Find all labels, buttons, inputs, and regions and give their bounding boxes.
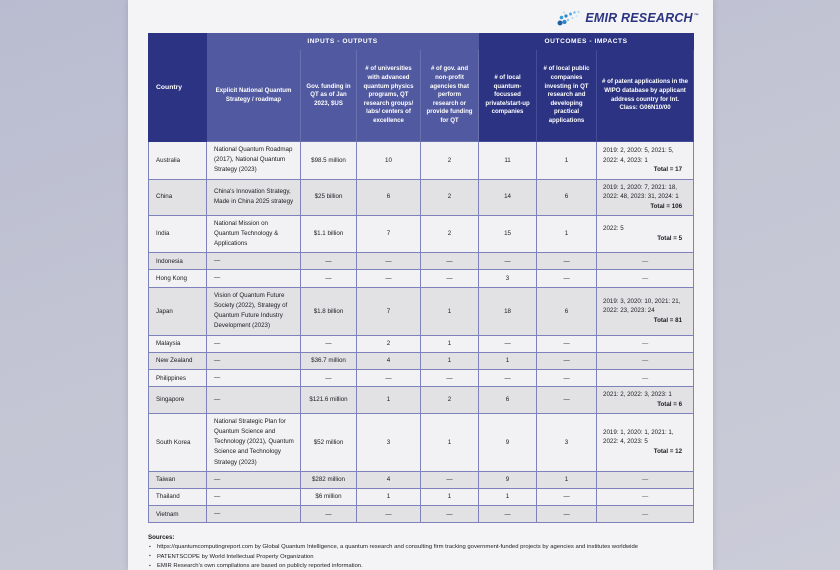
cell-strategy: — xyxy=(207,488,301,505)
cell-strategy: National Mission on Quantum Technology & Applications xyxy=(207,215,301,253)
cell-patents: — xyxy=(597,488,694,505)
table-row xyxy=(149,179,694,215)
cell-strategy: China's Innovation Strategy, Made in China 2025 strategy xyxy=(207,179,301,215)
header-country: Country xyxy=(149,34,207,142)
cell-startups: 3 xyxy=(479,270,537,287)
cell-patents: — xyxy=(597,335,694,352)
cell-country: Indonesia xyxy=(149,253,207,270)
cell-strategy: — xyxy=(207,471,301,488)
cell-public-companies: — xyxy=(537,488,597,505)
cell-funding: $36.7 million xyxy=(301,352,357,369)
cell-universities: — xyxy=(357,506,421,523)
column-header-row xyxy=(149,50,694,142)
cell-agencies: — xyxy=(421,270,479,287)
cell-universities: 4 xyxy=(357,352,421,369)
cell-strategy: National Quantum Roadmap (2017), National Quantum Strategy (2023) xyxy=(207,142,301,180)
cell-patents xyxy=(597,142,694,180)
cell-country: India xyxy=(149,215,207,253)
cell-agencies: 2 xyxy=(421,142,479,180)
cell-agencies: 2 xyxy=(421,179,479,215)
cell-funding: — xyxy=(301,335,357,352)
cell-universities: 1 xyxy=(357,387,421,413)
patents-by-year: 2019: 1, 2020: 1, 2021: 1, 2022: 4, 2023: 5 xyxy=(603,428,674,446)
cell-public-companies: 1 xyxy=(537,142,597,180)
cell-agencies: 2 xyxy=(421,387,479,413)
patents-by-year: 2019: 3, 2020: 10, 2021: 21, 2022: 23, 2023: 24 xyxy=(603,297,681,315)
dotted-arc-logo-icon xyxy=(557,8,583,28)
cell-public-companies: — xyxy=(537,335,597,352)
cell-agencies: — xyxy=(421,506,479,523)
header-strategy: Explicit National Quantum Strategy / roadmap xyxy=(207,50,301,142)
cell-strategy: National Strategic Plan for Quantum Science and Technology (2021), Quantum Science and Technology Strategy (2023) xyxy=(207,413,301,471)
cell-country: China xyxy=(149,179,207,215)
table-row xyxy=(149,253,694,270)
sources-list xyxy=(148,543,708,570)
patents-by-year: 2019: 1, 2020: 7, 2021: 18, 2022: 48, 2023: 31, 2024: 1 xyxy=(603,183,679,201)
cell-public-companies: — xyxy=(537,370,597,387)
table-row xyxy=(149,506,694,523)
cell-public-companies: 1 xyxy=(537,215,597,253)
cell-universities: — xyxy=(357,253,421,270)
cell-agencies: 2 xyxy=(421,215,479,253)
cell-strategy: — xyxy=(207,335,301,352)
cell-agencies: 1 xyxy=(421,488,479,505)
table-head xyxy=(149,34,694,142)
cell-universities: — xyxy=(357,370,421,387)
band-outcomes-impacts: OUTCOMES - IMPACTS xyxy=(479,34,694,50)
cell-agencies: 1 xyxy=(421,413,479,471)
source-item: ▪ https://quantumcomputingreport.com by Global Quantum Intelligence, a quantum research and consulting firm tracking government-funded projects by agencies and institutes worldwide xyxy=(148,543,708,553)
cell-funding: — xyxy=(301,270,357,287)
table-row xyxy=(149,352,694,369)
cell-country: Malaysia xyxy=(149,335,207,352)
cell-strategy: — xyxy=(207,506,301,523)
cell-universities: 4 xyxy=(357,471,421,488)
cell-strategy: — xyxy=(207,370,301,387)
cell-patents xyxy=(597,179,694,215)
cell-patents: — xyxy=(597,352,694,369)
cell-startups: — xyxy=(479,370,537,387)
band-row xyxy=(149,34,694,50)
cell-agencies: — xyxy=(421,370,479,387)
cell-startups: 15 xyxy=(479,215,537,253)
cell-agencies: 1 xyxy=(421,352,479,369)
table-row xyxy=(149,142,694,180)
cell-universities: 2 xyxy=(357,335,421,352)
cell-public-companies: — xyxy=(537,352,597,369)
cell-public-companies: — xyxy=(537,253,597,270)
header-startups: # of local quantum-focussed private/start-up companies xyxy=(479,50,537,142)
cell-public-companies: — xyxy=(537,387,597,413)
trademark-symbol: ™ xyxy=(693,12,699,19)
header-universities: # of universities with advanced quantum physics programs, QT research groups/ labs/ centers of excellence xyxy=(357,50,421,142)
source-item: ▪ EMIR Research's own compilations are based on publicly reported information. xyxy=(148,562,708,570)
document-card xyxy=(128,0,713,570)
cell-startups: 6 xyxy=(479,387,537,413)
header-funding: Gov. funding in QT as of Jan 2023, $US xyxy=(301,50,357,142)
cell-startups: — xyxy=(479,253,537,270)
cell-startups: 9 xyxy=(479,471,537,488)
cell-universities: — xyxy=(357,270,421,287)
cell-agencies: — xyxy=(421,471,479,488)
cell-strategy: — xyxy=(207,352,301,369)
cell-patents xyxy=(597,215,694,253)
cell-universities: 6 xyxy=(357,179,421,215)
cell-country: Japan xyxy=(149,287,207,335)
cell-universities: 10 xyxy=(357,142,421,180)
header-agencies: # of gov. and non-profit agencies that perform research or provide funding for QT xyxy=(421,50,479,142)
cell-agencies: — xyxy=(421,253,479,270)
patents-by-year: 2022: 5 xyxy=(603,225,624,233)
table-row xyxy=(149,335,694,352)
header-patents: # of patent applications in the WIPO database by applicant address country for Int. Class: G06N10/00 xyxy=(597,50,694,142)
cell-country: Australia xyxy=(149,142,207,180)
cell-startups: 9 xyxy=(479,413,537,471)
cell-country: Singapore xyxy=(149,387,207,413)
table-row xyxy=(149,387,694,413)
table-row xyxy=(149,488,694,505)
cell-agencies: 1 xyxy=(421,287,479,335)
cell-country: Taiwan xyxy=(149,471,207,488)
patents-by-year: 2019: 2, 2020: 5, 2021: 5, 2022: 4, 2023: 1 xyxy=(603,146,674,164)
cell-startups: 1 xyxy=(479,488,537,505)
cell-patents xyxy=(597,287,694,335)
sources-title: Sources: xyxy=(148,534,175,541)
cell-universities: 3 xyxy=(357,413,421,471)
cell-strategy: — xyxy=(207,387,301,413)
quantum-comparison-table xyxy=(148,33,693,523)
cell-public-companies: 6 xyxy=(537,287,597,335)
cell-funding: $98.5 million xyxy=(301,142,357,180)
header-public-companies: # of local public companies investing in QT research and developing practical applications xyxy=(537,50,597,142)
emir-research-logo xyxy=(557,7,699,29)
cell-funding: $25 billion xyxy=(301,179,357,215)
patents-total: Total = 17 xyxy=(653,166,683,174)
cell-country: South Korea xyxy=(149,413,207,471)
cell-patents: — xyxy=(597,471,694,488)
patents-total: Total = 81 xyxy=(653,316,683,324)
patents-total: Total = 5 xyxy=(657,234,683,242)
cell-strategy: — xyxy=(207,270,301,287)
cell-startups: 11 xyxy=(479,142,537,180)
patents-total: Total = 6 xyxy=(657,400,683,408)
cell-funding: — xyxy=(301,506,357,523)
cell-agencies: 1 xyxy=(421,335,479,352)
cell-strategy: — xyxy=(207,253,301,270)
cell-patents: — xyxy=(597,270,694,287)
cell-patents: — xyxy=(597,506,694,523)
cell-startups: — xyxy=(479,335,537,352)
cell-public-companies: 6 xyxy=(537,179,597,215)
cell-startups: 18 xyxy=(479,287,537,335)
cell-strategy: Vision of Quantum Future Society (2022), Strategy of Quantum Future Industry Development (2023) xyxy=(207,287,301,335)
cell-patents xyxy=(597,387,694,413)
data-table xyxy=(148,33,694,523)
cell-startups: — xyxy=(479,506,537,523)
patents-total: Total = 12 xyxy=(653,447,683,455)
logo-wordmark: EMIR RESEARCH™ xyxy=(585,11,699,25)
patents-by-year: 2021: 2, 2022: 3, 2023: 1 xyxy=(603,391,672,399)
cell-funding: — xyxy=(301,253,357,270)
cell-patents: — xyxy=(597,253,694,270)
table-body xyxy=(149,142,694,523)
cell-funding: $1.8 billion xyxy=(301,287,357,335)
cell-country: Vietnam xyxy=(149,506,207,523)
cell-country: Hong Kong xyxy=(149,270,207,287)
cell-public-companies: 3 xyxy=(537,413,597,471)
cell-patents: — xyxy=(597,370,694,387)
source-item: ▪ PATENTSCOPE by World Intellectual Property Organization xyxy=(148,553,708,563)
cell-patents xyxy=(597,413,694,471)
cell-public-companies: — xyxy=(537,270,597,287)
cell-public-companies: 1 xyxy=(537,471,597,488)
cell-universities: 7 xyxy=(357,287,421,335)
cell-universities: 1 xyxy=(357,488,421,505)
cell-funding: $121.6 million xyxy=(301,387,357,413)
patents-total: Total = 106 xyxy=(650,202,683,210)
table-row xyxy=(149,287,694,335)
table-row xyxy=(149,413,694,471)
sources-section xyxy=(148,534,708,570)
cell-funding: $282 million xyxy=(301,471,357,488)
table-row xyxy=(149,215,694,253)
table-row xyxy=(149,471,694,488)
cell-funding: $52 million xyxy=(301,413,357,471)
cell-public-companies: — xyxy=(537,506,597,523)
cell-funding: — xyxy=(301,370,357,387)
table-row xyxy=(149,270,694,287)
cell-startups: 14 xyxy=(479,179,537,215)
cell-country: New Zealand xyxy=(149,352,207,369)
cell-universities: 7 xyxy=(357,215,421,253)
table-row xyxy=(149,370,694,387)
cell-startups: 1 xyxy=(479,352,537,369)
cell-funding: $6 million xyxy=(301,488,357,505)
cell-country: Philippines xyxy=(149,370,207,387)
cell-funding: $1.1 billion xyxy=(301,215,357,253)
cell-country: Thailand xyxy=(149,488,207,505)
band-inputs-outputs: INPUTS - OUTPUTS xyxy=(207,34,479,50)
